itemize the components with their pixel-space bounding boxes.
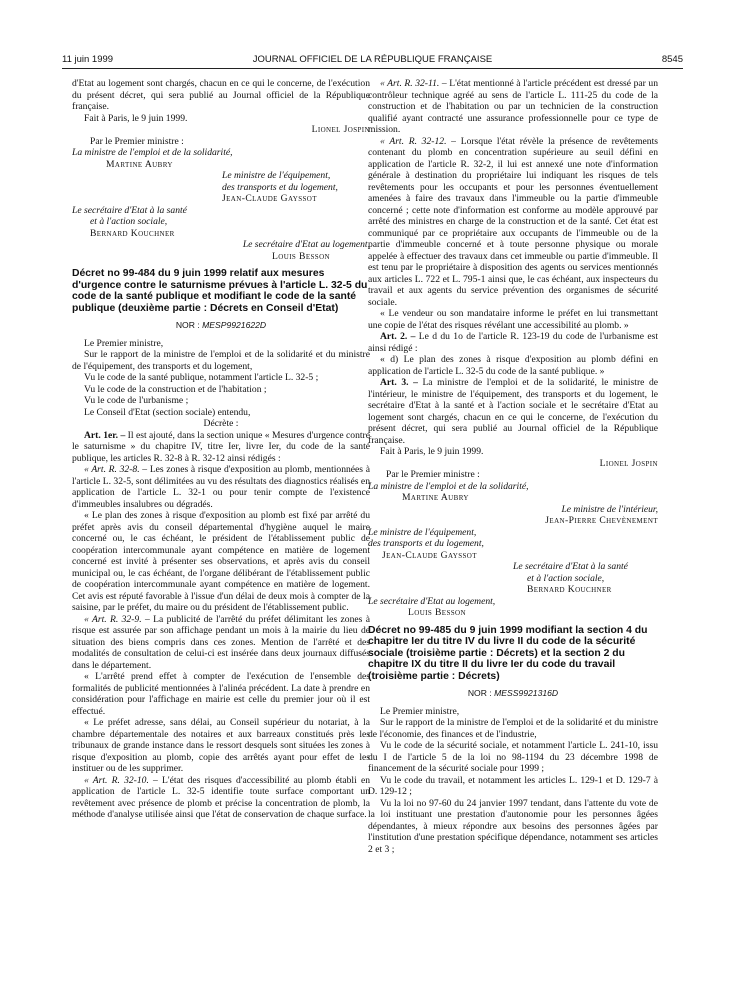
header-title: JOURNAL OFFICIEL DE LA RÉPUBLIQUE FRANÇAISE <box>252 54 493 65</box>
right-column <box>368 78 658 983</box>
paragraph: Vu le code de l'urbanisme ; <box>84 395 189 407</box>
header-page-number: 8545 <box>661 54 683 65</box>
signature-prime-minister: Lionel Jospin <box>311 124 370 135</box>
signature-name: Jean-Claude Gayssot <box>222 193 317 204</box>
paragraph: Vu le code de la santé publique, notamment l'article L. 32-5 ; <box>84 372 319 384</box>
article-label: Art. 3. – <box>380 377 418 388</box>
signature-role: des transports et du logement, <box>368 538 484 549</box>
signature-role: et à l'action sociale, <box>527 572 605 584</box>
nor-label: NOR : <box>175 320 200 331</box>
article-text: Lorsque l'état révèle la présence de revêtements contenant du plomb en concentration supérieure au seuil défini en application de l'article R. 32-2, il lui est annexé une note d'information générale à destination du propriétaire lui indiquant les risques de tels revêtements pour les occupants et pour les personnes éventuellement amenées à faire des travaux dans l'immeuble ou la partie d'immeuble concerné ; cette note d'information est conforme au modèle approuvé par arrêté des ministres en charge de la construction et de la santé. Cet état est communiqué par ce propriétaire aux occupants de l'immeuble ou de la partie d'immeuble concerné et à toute personne physique ou morale appelée à effectuer des travaux dans cet immeuble ou partie d'immeuble. Il est tenu par le propriétaire à disposition des agents ou services mentionnés aux articles L. 722 et L. 795-1 ainsi que, le cas échéant, aux inspecteurs du travail et aux agents du service prévention des organismes de sécurité sociale. <box>368 135 658 308</box>
article-r32-11 <box>368 78 658 136</box>
signature-block <box>368 504 658 527</box>
paragraph: Le Premier ministre, <box>380 705 460 717</box>
signature-name: Louis Besson <box>408 607 466 618</box>
article-1 <box>72 430 370 465</box>
paragraph: Le Conseil d'Etat (section sociale) entendu, <box>84 406 251 418</box>
signature-name: Bernard Kouchner <box>527 584 612 595</box>
paragraph: « L'arrêté prend effet à compter de l'exécution de l'ensemble des formalités de publicité mentionnées à l'alinéa précédent. La date à prendre en considération pour l'affichage en mairie est celle du premier jour où il est effectué. <box>72 671 370 717</box>
signature-name: Louis Besson <box>272 250 330 262</box>
article-text: Il est ajouté, dans la section unique « Mesures d'urgence contre le saturnisme » du chapitre IV, titre Ier, livre Ier, du code de la santé publique, les articles R. 32-8 à R. 32-12 ainsi rédigés : <box>72 429 370 464</box>
nor-code: MESS9921316D <box>494 688 559 699</box>
nor-label: NOR : <box>467 688 492 699</box>
signature-role: Le secrétaire d'Etat à la santé <box>72 204 187 216</box>
par-premier-ministre: Par le Premier ministre : <box>386 469 480 480</box>
article-r32-8 <box>72 464 370 510</box>
paragraph: « Le préfet adresse, sans délai, au Conseil supérieur du notariat, à la chambre départementale des notaires et aux barreaux constitués près les tribunaux de grande instance dans le ressort desquels sont situées les zones à risque d'exposition au plomb, copie des arrêtés ayant pour effet de les instituer ou de les supprimer. <box>72 717 370 775</box>
signature-block <box>368 596 658 619</box>
article-r32-12 <box>368 136 658 309</box>
signature-role: Le secrétaire d'Etat à la santé <box>513 561 628 572</box>
article-label: Art. 2. – <box>380 331 416 342</box>
left-column <box>72 78 370 983</box>
fait-paris: Fait à Paris, le 9 juin 1999. <box>380 446 484 457</box>
signature-role: Le ministre de l'équipement, <box>368 526 477 538</box>
signature-prime-minister: Lionel Jospin <box>599 457 658 469</box>
signature-name: Bernard Kouchner <box>90 227 175 239</box>
signature-role: La ministre de l'emploi et de la solidarité, <box>72 147 233 158</box>
signature-role: et à l'action sociale, <box>90 216 168 227</box>
paragraph: Sur le rapport de la ministre de l'emploi et de la solidarité et du ministre de l'économie, des finances et de l'industrie, <box>368 717 658 740</box>
signature-role: Le ministre de l'équipement, <box>222 170 331 181</box>
paragraph: « d) Le plan des zones à risque d'exposition au plomb défini en application de l'article L. 32-5 du code de la santé publique. » <box>368 354 658 377</box>
article-text: Les zones à risque d'exposition au plomb, mentionnées à l'article L. 32-5, sont délimitées au vu des résultats des diagnostics réalisés en application de l'article L. 32-1 ou pour tenir compte de l'existence d'immeubles insalubres ou dégradés. <box>72 464 370 510</box>
article-text: Le d du 1o de l'article R. 123-19 du code de l'urbanisme est ainsi rédigé : <box>368 331 658 354</box>
signature-block <box>72 205 370 240</box>
article-label: « Art. R. 32-9. – <box>84 613 150 625</box>
paragraph: Vu la loi no 97-60 du 24 janvier 1997 tendant, dans l'attente du vote de la loi instituant une prestation d'autonomie pour les personnes âgées dépendantes, à mieux répondre aux besoins des personnes âgées par l'institution d'une prestation spécifique dépendance, notamment ses articles 2 et 3 ; <box>368 797 658 855</box>
signature-role: Le ministre de l'intérieur, <box>561 503 658 515</box>
article-label: « Art. R. 32-11. – <box>380 78 447 89</box>
article-r32-10 <box>72 775 370 821</box>
header-date: 11 juin 1999 <box>62 54 114 65</box>
article-label: « Art. R. 32-12. – <box>380 135 456 147</box>
article-label: « Art. R. 32-10. – <box>84 774 158 786</box>
intro-paragraph: d'Etat au logement sont chargés, chacun en ce qui le concerne, de l'exécution du présent décret, qui sera publié au Journal officiel de la République française. <box>72 78 370 112</box>
paragraph: Vu le code de la sécurité sociale, et notamment l'article L. 241-10, issu du I de l'article 5 de la loi no 98-1194 du 23 décembre 1998 de financement de la sécurité sociale pour 1999 ; <box>368 740 658 775</box>
article-text: L'état mentionné à l'article précédent est dressé par un contrôleur technique agréé au sens de l'article L. 111-25 du code de la construction et de l'habitation ou par un technicien de la construction qualifié ayant contracté une assurance professionnelle pour ce type de mission. <box>368 78 658 135</box>
signature-name: Martine Aubry <box>106 158 173 170</box>
decrete: Décrète : <box>203 418 239 430</box>
article-label: « Art. R. 32-8. – <box>84 464 148 476</box>
article-3 <box>368 377 658 446</box>
signature-block <box>72 239 370 262</box>
nor-reference <box>72 320 370 332</box>
signature-name: Martine Aubry <box>402 492 469 503</box>
nor-code: MESP9921622D <box>202 320 267 331</box>
decret-title: Décret no 99-484 du 9 juin 1999 relatif aux mesures d'urgence contre le saturnisme prévues à l'article L. 32-5 du code de la santé publique et modifiant le code de la santé publique (deuxième partie : Décrets en Conseil d'Etat) <box>72 268 368 314</box>
signature-block <box>368 561 658 596</box>
fait-paris: Fait à Paris, le 9 juin 1999. <box>84 112 188 124</box>
signature-block <box>72 170 370 205</box>
signature-role: Le secrétaire d'Etat au logement, <box>242 239 370 250</box>
paragraph: Vu le code de la construction et de l'habitation ; <box>84 383 267 395</box>
signature-block <box>368 527 658 562</box>
nor-reference <box>368 688 658 700</box>
paragraph: Vu le code du travail, et notamment les articles L. 129-1 et D. 129-7 à D. 129-12 ; <box>368 774 658 798</box>
paragraph: « Le vendeur ou son mandataire informe le préfet en lui transmettant une copie de l'état des risques révélant une accessibilité au plomb. » <box>368 308 658 331</box>
signature-role: La ministre de l'emploi et de la solidarité, <box>368 480 529 492</box>
article-label: Art. 1er. – <box>84 429 126 441</box>
paragraph: Le Premier ministre, <box>84 337 164 349</box>
signature-name: Jean-Pierre Chevènement <box>545 515 658 526</box>
par-premier-ministre: Par le Premier ministre : <box>90 135 184 147</box>
article-2 <box>368 331 658 354</box>
signature-role: Le secrétaire d'Etat au logement, <box>368 595 496 607</box>
article-text: La ministre de l'emploi et de la solidarité, le ministre de l'intérieur, le ministre de l'équipement, des transports et du logement, le secrétaire d'Etat à la santé et à l'action sociale et le secrétaire d'Etat au logement sont chargés, chacun en ce qui le concerne, de l'exécution du présent décret, qui sera publié au Journal officiel de la République française. <box>368 377 658 446</box>
paragraph: « Le plan des zones à risque d'exposition au plomb est fixé par arrêté du préfet après avis du conseil départemental d'hygiène auquel le maire concerné ou, le cas échéant, le président de l'établissement public de coopération intercommunale ayant compétence en matière de logement concerné est invité à présenter ses observations, et après avis du conseil municipal ou, le cas échéant, de l'organe délibérant de l'établissement public de coopération intercommunale ayant compétence en matière de logement. Cet avis est réputé favorable à l'issue d'un délai de deux mois à compter de la saisine, par le préfet, du maire ou du président de l'établissement public. <box>72 510 370 614</box>
article-text: L'état des risques d'accessibilité au plomb établi en application de l'article L. 32-5 identifie toute surface comportant un revêtement avec présence de plomb et précise la concentration de plomb, la méthode d'analyse utilisée ainsi que l'état de conservation de chaque surface. <box>72 774 370 821</box>
article-r32-9 <box>72 614 370 672</box>
signature-name: Jean-Claude Gayssot <box>382 549 477 561</box>
article-text: La publicité de l'arrêté du préfet délimitant les zones à risque est assurée par son affichage pendant un mois à la mairie du lieu de situation des biens compris dans ces zones. Mention de l'arrêté et des modalités de consultation de celui-ci est insérée dans deux journaux diffusés dans le département. <box>72 613 370 671</box>
decret-title: Décret no 99-485 du 9 juin 1999 modifiant la section 4 du chapitre Ier du titre IV du livre II du code de la sécurité sociale (troisième partie : Décrets) et la section 2 du chapitre IX du titre II du livre Ier du code du travail (troisième partie : Décrets) <box>368 624 648 682</box>
page-header <box>62 54 683 69</box>
signature-role: des transports et du logement, <box>222 181 338 193</box>
paragraph: Sur le rapport de la ministre de l'emploi et de la solidarité et du ministre de l'équipement, des transports et du logement, <box>72 349 370 372</box>
